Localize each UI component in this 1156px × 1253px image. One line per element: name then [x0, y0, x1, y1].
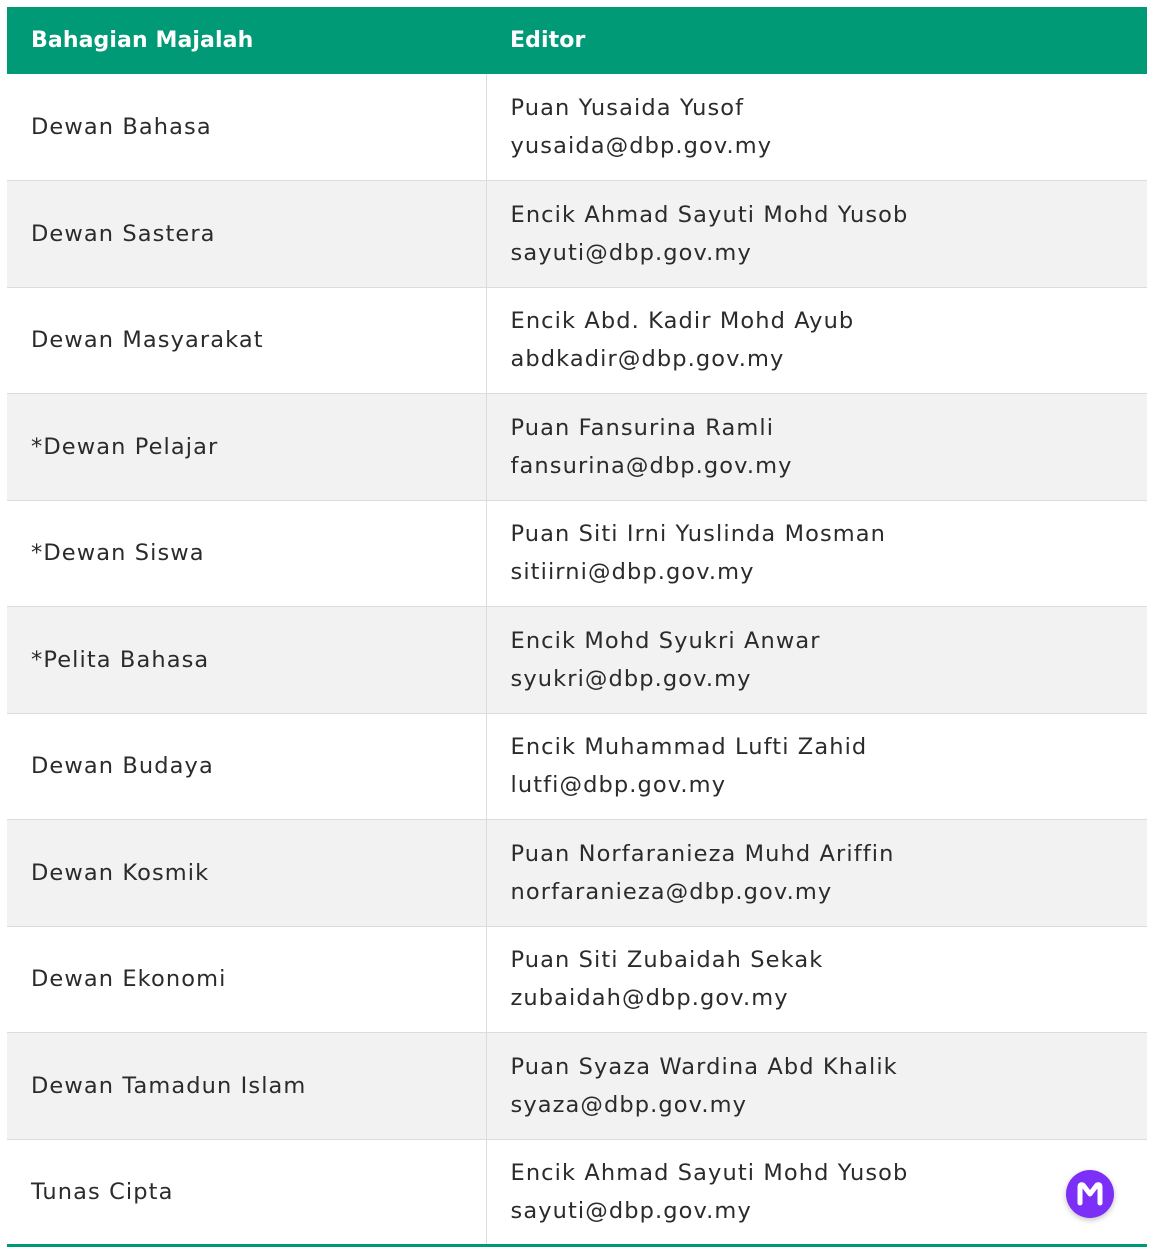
section-cell: Dewan Bahasa [7, 74, 486, 181]
header-row [7, 7, 1147, 74]
section-cell: *Dewan Pelajar [7, 394, 486, 501]
table-row [7, 74, 1147, 181]
editor-cell [486, 1139, 1147, 1246]
editor-email: syukri@dbp.gov.my [510, 665, 752, 692]
table-bottom-border [7, 1244, 1147, 1247]
editor-cell [486, 394, 1147, 501]
table-row [7, 394, 1147, 501]
editor-email: sitiirni@dbp.gov.my [510, 559, 755, 586]
header-section: Bahagian Majalah [31, 28, 254, 53]
editor-name: Encik Ahmad Sayuti Mohd Yusob [510, 201, 909, 228]
editor-email: lutfi@dbp.gov.my [510, 772, 727, 799]
editor-cell [486, 607, 1147, 714]
table-row [7, 607, 1147, 714]
header-editor: Editor [510, 28, 586, 53]
section-cell: Dewan Tamadun Islam [7, 1033, 486, 1140]
m-logo-icon[interactable] [1066, 1170, 1114, 1218]
table-row [7, 181, 1147, 288]
editor-cell [486, 74, 1147, 181]
editor-name: Puan Fansurina Ramli [510, 414, 775, 441]
section-cell: *Pelita Bahasa [7, 607, 486, 714]
editor-email: norfaranieza@dbp.gov.my [510, 878, 833, 905]
editor-name: Puan Siti Irni Yuslinda Mosman [510, 521, 887, 548]
editor-cell [486, 926, 1147, 1033]
editor-name: Puan Yusaida Yusof [510, 95, 745, 121]
editor-cell [486, 287, 1147, 394]
section-cell: *Dewan Siswa [7, 500, 486, 607]
editor-email: yusaida@dbp.gov.my [510, 133, 773, 159]
editor-cell [486, 1033, 1147, 1140]
editor-cell [486, 181, 1147, 288]
m-glyph-icon [1075, 1181, 1105, 1207]
editor-name: Encik Muhammad Lufti Zahid [510, 734, 868, 761]
section-cell: Dewan Kosmik [7, 820, 486, 927]
editor-name: Puan Siti Zubaidah Sekak [510, 947, 824, 974]
editors-table-container [7, 7, 1147, 1246]
editor-name: Encik Ahmad Sayuti Mohd Yusob [510, 1160, 909, 1187]
table-body [7, 74, 1147, 1246]
section-cell: Dewan Ekonomi [7, 926, 486, 1033]
table-row [7, 1033, 1147, 1140]
section-cell: Dewan Budaya [7, 713, 486, 820]
section-cell: Tunas Cipta [7, 1139, 486, 1246]
editor-email: syaza@dbp.gov.my [510, 1091, 748, 1118]
editor-email: fansurina@dbp.gov.my [510, 452, 793, 479]
editor-name: Puan Norfaranieza Muhd Ariffin [510, 840, 895, 867]
editor-email: sayuti@dbp.gov.my [510, 239, 752, 266]
editor-cell [486, 500, 1147, 607]
section-cell: Dewan Sastera [7, 181, 486, 288]
table-row [7, 926, 1147, 1033]
editor-email: sayuti@dbp.gov.my [510, 1198, 752, 1225]
editors-table [7, 7, 1147, 1246]
table-row [7, 713, 1147, 820]
section-cell: Dewan Masyarakat [7, 287, 486, 394]
table-header [7, 7, 1147, 74]
editor-email: zubaidah@dbp.gov.my [510, 985, 789, 1012]
table-row [7, 500, 1147, 607]
editor-name: Encik Mohd Syukri Anwar [510, 627, 821, 654]
editor-name: Encik Abd. Kadir Mohd Ayub [510, 308, 855, 335]
editor-cell [486, 820, 1147, 927]
table-row [7, 287, 1147, 394]
table-row [7, 820, 1147, 927]
table-row [7, 1139, 1147, 1246]
editor-name: Puan Syaza Wardina Abd Khalik [510, 1053, 898, 1080]
editor-email: abdkadir@dbp.gov.my [510, 346, 785, 373]
editor-cell [486, 713, 1147, 820]
